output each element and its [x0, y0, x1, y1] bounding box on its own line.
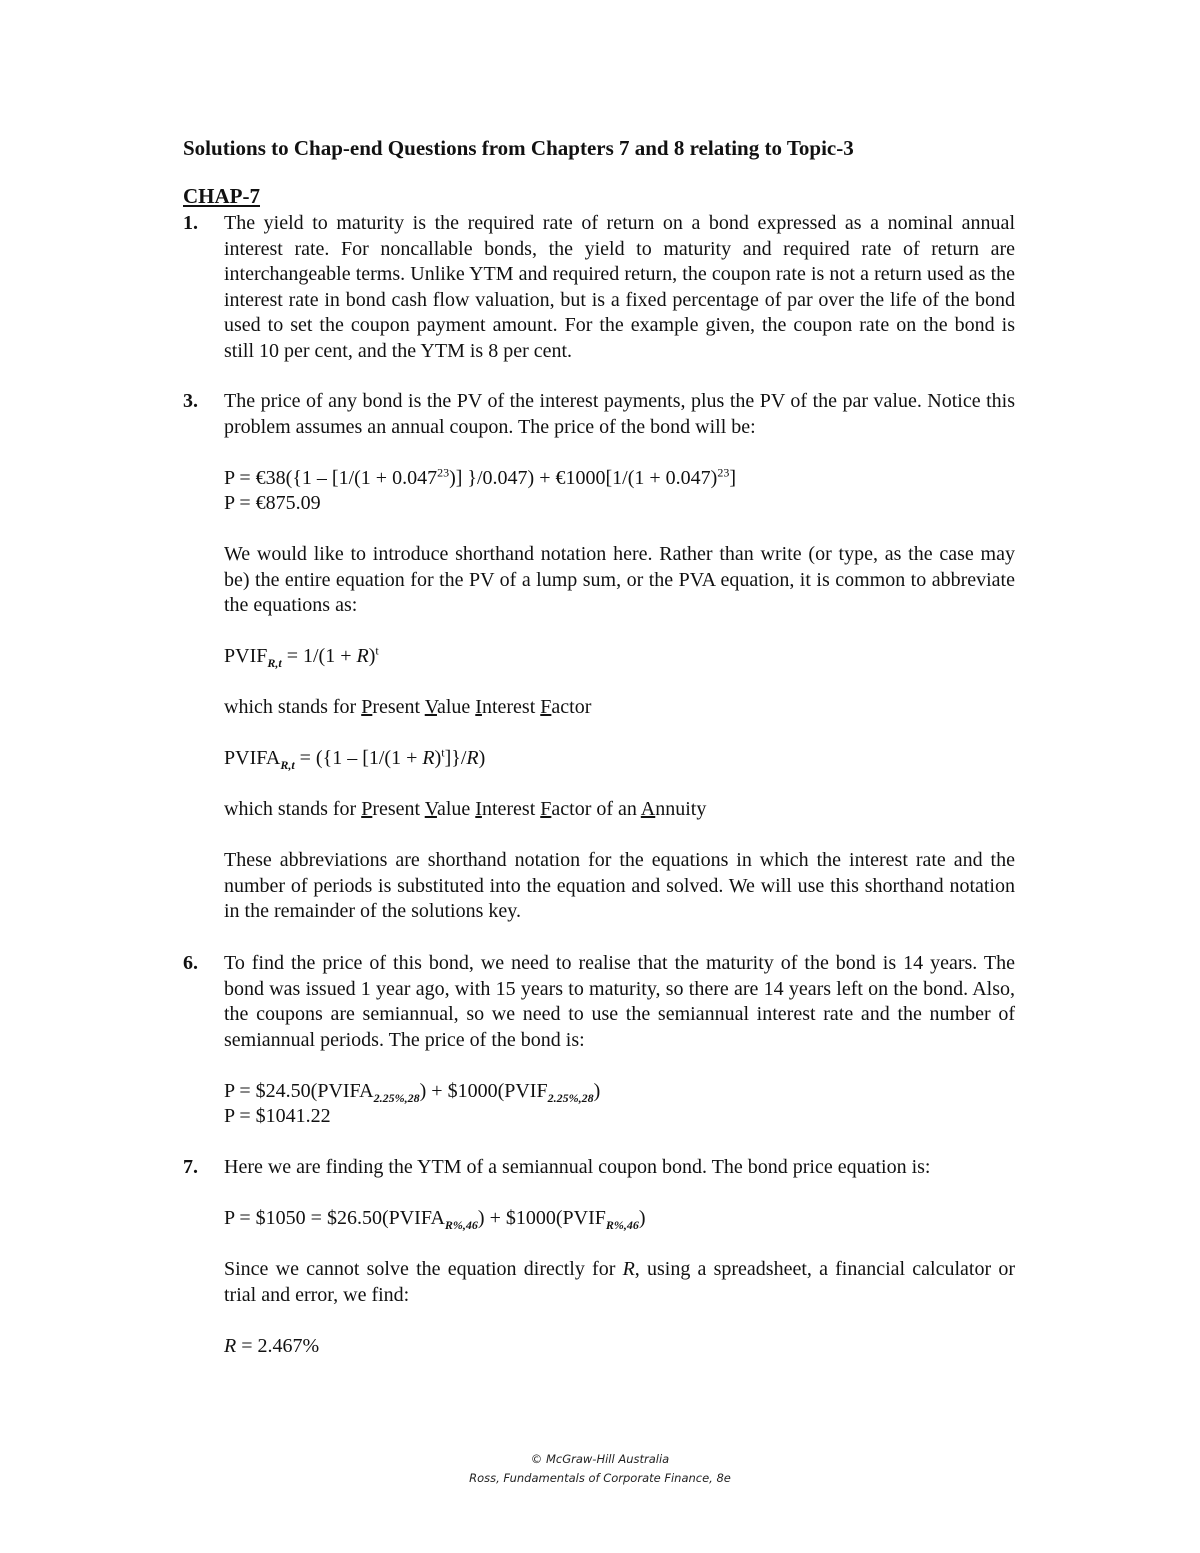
- footer-copyright: © McGraw-Hill Australia: [530, 1452, 670, 1466]
- equation-ytm-result: R = 2.467%: [224, 1334, 320, 1357]
- question-3: [183, 389, 1015, 925]
- abbreviation-paragraph: These abbreviations are shorthand notation for the equations in which the interest rate and the number of periods is substituted into the equation and solved. We will use this shorthand notation in the remainder of the solutions key.: [224, 849, 1015, 922]
- question-7: [183, 1155, 1015, 1359]
- equation-price-result: P = €875.09: [224, 492, 321, 514]
- footer-book-title: Ross, Fundamentals of Corporate Finance, 8e: [469, 1471, 731, 1485]
- question-6: [183, 951, 1015, 1130]
- equation-price-result: P = $1041.22: [224, 1105, 331, 1127]
- equation-pvifa: $PVIFA_{R,t} = (\{1 - [1/(1 + R)^t]\}/R)$: [224, 745, 486, 772]
- equation-price-semiannual: $P = \$24.50(PVIFA_{2.25\%,28})$ + $\$1000(PVIF_{2.25\%,28})$: [224, 1079, 601, 1105]
- question-7-intro: Here we are finding the YTM of a semiannual coupon bond. The bond price equation is:: [224, 1156, 931, 1178]
- question-7-method: Since we cannot solve the equation directly for R, using a spreadsheet, a financial calculator or trial and error, we find:: [224, 1258, 1015, 1306]
- question-1: [183, 211, 1015, 364]
- question-number: 7.: [183, 1156, 198, 1178]
- document-title: Solutions to Chap-end Questions from Chapters 7 and 8 relating to Topic-3: [183, 136, 854, 160]
- question-number: 1.: [183, 212, 198, 234]
- question-number: 6.: [183, 952, 198, 974]
- shorthand-paragraph: We would like to introduce shorthand notation here. Rather than write (or type, as the case may be) the entire equation for the PV of a lump sum, or the PVA equation, it is common to abbreviate the equations as:: [224, 543, 1015, 616]
- pvifa-description: which stands for Present Value Interest Factor of an Annuity: [224, 798, 707, 820]
- equation-price-annual: P = €38({1 – $[1/(1 + 0.047^{23})]$ }/0.047) + €1000[1/(1 + 0.047)$^{23}$]: [224, 464, 736, 489]
- question-1-text: The yield to maturity is the required rate of return on a bond expressed as a nominal annual interest rate. For noncallable bonds, the yield to maturity and required rate of return are interchangeable terms. Unlike YTM and required return, the coupon rate is not a return used as the interest rate in bond cash flow valuation, but is a fixed percentage of par over the life of the bond used to set the coupon payment amount. For the example given, the coupon rate on the bond is still 10 per cent, and the YTM is 8 per cent.: [224, 212, 1015, 362]
- pvif-description: which stands for Present Value Interest Factor: [224, 696, 592, 718]
- chapter-heading: CHAP-7: [183, 184, 260, 208]
- equation-pvif: $PVIF_{R,t} = 1/(1 + R)^t$: [224, 643, 379, 670]
- equation-ytm: P = $1050 = $\$26.50(PVIFA_{R\%,46})$ + $\$1000(PVIF_{R\%,46})$: [224, 1207, 646, 1232]
- question-3-intro: The price of any bond is the PV of the interest payments, plus the PV of the par value. Notice this problem assumes an annual coupon. The price of the bond will be:: [224, 390, 1015, 438]
- question-number: 3.: [183, 390, 198, 412]
- question-6-text: To find the price of this bond, we need to realise that the maturity of the bond is 14 years. The bond was issued 1 year ago, with 15 years to maturity, so there are 14 years left on the bond. Also, the coupons are semiannual, so we need to use the semiannual interest rate and the number of semiannual periods. The price of the bond is:: [224, 952, 1015, 1051]
